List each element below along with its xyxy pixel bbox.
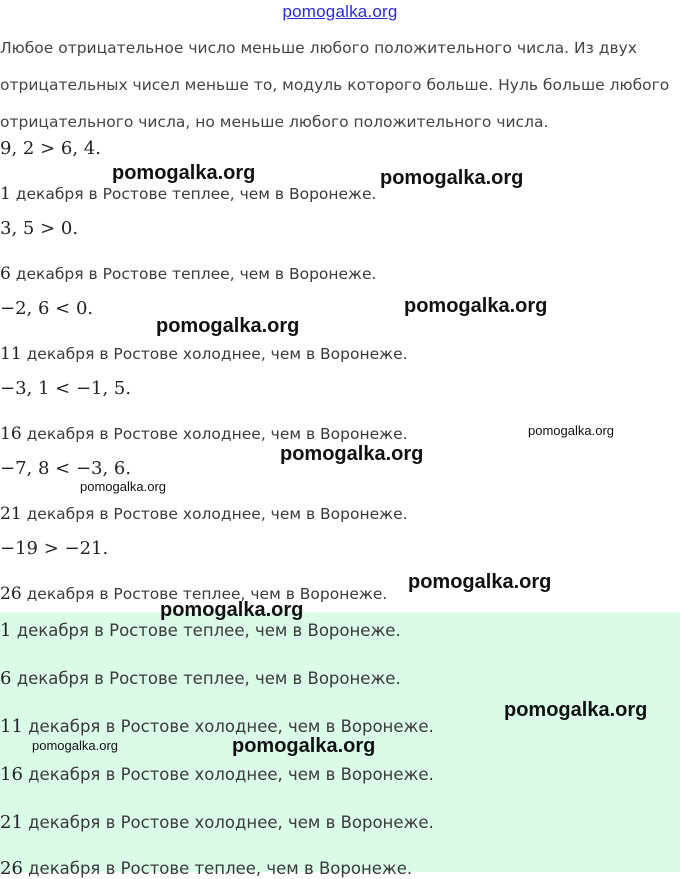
answer-text: декабря в Ростове холоднее, чем в Воронеже. [22, 717, 434, 736]
conclusion-text: декабря в Ростове теплее, чем в Воронеже. [21, 585, 388, 603]
answer-text: декабря в Ростове теплее, чем в Воронеже. [11, 669, 401, 688]
answer-5 [0, 812, 434, 833]
conclusion-text: декабря в Ростове теплее, чем в Воронеже. [10, 185, 377, 203]
conclusion-text: декабря в Ростове холоднее, чем в Воронеже. [21, 505, 408, 523]
day-number: 6 [0, 264, 11, 284]
watermark: pomogalka.org [112, 162, 256, 184]
header-watermark: pomogalka.org [282, 2, 398, 21]
answer-1 [0, 620, 401, 641]
answer-text: декабря в Ростове теплее, чем в Воронеже. [22, 859, 413, 878]
answer-text: декабря в Ростове холоднее, чем в Воронеже. [22, 813, 434, 832]
answer-3 [0, 716, 434, 737]
conclusion-4 [0, 424, 408, 444]
watermark: pomogalka.org [404, 295, 548, 317]
day-number: 6 [0, 668, 12, 689]
comparison-2: 3, 5 > 0. [0, 218, 79, 239]
answer-text: декабря в Ростове холоднее, чем в Воронеже. [22, 765, 434, 784]
answer-6 [0, 858, 412, 879]
conclusion-3 [0, 344, 408, 364]
comparison-6: −19 > −21. [0, 538, 109, 559]
watermark: pomogalka.org [408, 571, 552, 593]
comparison-4: −3, 1 < −1, 5. [0, 378, 132, 399]
conclusion-text: декабря в Ростове холоднее, чем в Воронеже. [21, 425, 408, 443]
conclusion-5 [0, 504, 408, 524]
answer-text: декабря в Ростове теплее, чем в Воронеже. [11, 621, 401, 640]
watermark: pomogalka.org [160, 599, 304, 621]
conclusion-text: декабря в Ростове теплее, чем в Воронеже. [10, 265, 377, 283]
comparison-3: −2, 6 < 0. [0, 298, 94, 319]
answer-2 [0, 668, 401, 689]
watermark: pomogalka.org [32, 738, 118, 753]
day-number: 26 [0, 858, 23, 879]
watermark: pomogalka.org [380, 167, 524, 189]
comparison-1: 9, 2 > 6, 4. [0, 138, 101, 159]
comparison-5: −7, 8 < −3, 6. [0, 458, 132, 479]
watermark: pomogalka.org [232, 735, 376, 757]
day-number: 16 [0, 764, 23, 785]
watermark: pomogalka.org [280, 443, 424, 465]
watermark: pomogalka.org [156, 315, 300, 337]
intro-paragraph: Любое отрицательное число меньше любого положительного числа. Из двух отрицательных чисел меньше то, модуль которого больше. Нуль больше любого отрицательного числа, но меньше любого положительного числа. [0, 39, 670, 131]
day-number: 1 [0, 184, 11, 204]
watermark: pomogalka.org [528, 423, 614, 438]
day-number: 21 [0, 504, 22, 524]
watermark: pomogalka.org [80, 479, 166, 494]
day-number: 21 [0, 812, 23, 833]
day-number: 16 [0, 424, 22, 444]
watermark: pomogalka.org [504, 699, 648, 721]
conclusion-1 [0, 184, 377, 204]
day-number: 26 [0, 584, 22, 604]
answer-4 [0, 764, 434, 785]
day-number: 11 [0, 344, 22, 364]
conclusion-2 [0, 264, 377, 284]
conclusion-text: декабря в Ростове холоднее, чем в Воронеже. [21, 345, 408, 363]
day-number: 1 [0, 620, 12, 641]
day-number: 11 [0, 716, 23, 737]
